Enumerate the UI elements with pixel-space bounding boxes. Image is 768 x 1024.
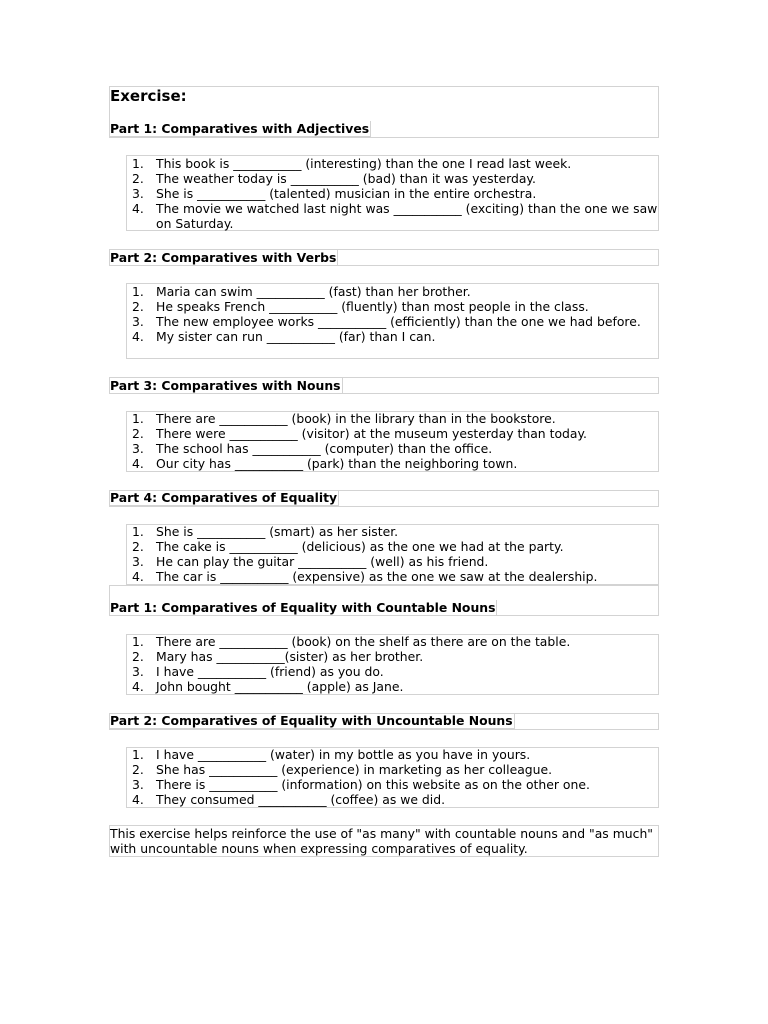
exercise-list [127,634,658,694]
list-item: 1. This book is ___________ (interesting) than the one I read last week. [132,156,572,171]
exercise-list [127,747,658,807]
section-heading: Part 2: Comparatives with Verbs [110,250,337,265]
list-item: 4. John bought ___________ (apple) as Jane. [132,679,404,694]
list-item: 3. The school has ___________ (computer) than the office. [132,441,493,456]
section-heading: Part 1: Comparatives with Adjectives [110,121,370,136]
list-item: 1. Maria can swim ___________ (fast) than her brother. [132,284,471,299]
list-item: 4. My sister can run ___________ (far) than I can. [132,329,436,344]
section-heading: Part 1: Comparatives of Equality with Countable Nouns [110,600,496,615]
list-item: 4. Our city has ___________ (park) than the neighboring town. [132,456,518,471]
list-item: 3. He can play the guitar ___________ (well) as his friend. [132,554,489,569]
list-item: 1. She is ___________ (smart) as her sister. [132,524,399,539]
exercise-list [127,411,658,471]
section-heading: Part 3: Comparatives with Nouns [110,378,341,393]
list-item: 2. She has ___________ (experience) in marketing as her colleague. [132,762,553,777]
list-item: 3. She is ___________ (talented) musician in the entire orchestra. [132,186,537,201]
section-heading: Part 2: Comparatives of Equality with Uncountable Nouns [110,713,513,728]
list-item: 3. I have ___________ (friend) as you do. [132,664,384,679]
list-item: 1. I have ___________ (water) in my bottle as you have in yours. [132,747,531,762]
exercise-list [127,284,658,344]
exercise-list [127,156,658,231]
list-item: 2. The cake is ___________ (delicious) as the one we had at the party. [132,539,564,554]
list-item: 1. There are ___________ (book) on the shelf as there are on the table. [132,634,571,649]
list-item: 4. The car is ___________ (expensive) as the one we saw at the dealership. [132,569,598,584]
list-item: 2. He speaks French ___________ (fluently) than most people in the class. [132,299,589,314]
list-item: 2. Mary has ___________(sister) as her brother. [132,649,424,664]
list-item: 2. There were ___________ (visitor) at the museum yesterday than today. [132,426,587,441]
exercise-list [127,524,658,584]
list-item: 3. There is ___________ (information) on this website as on the other one. [132,777,590,792]
exercise-title: Exercise: [110,87,187,105]
list-item: 1. There are ___________ (book) in the library than in the bookstore. [132,411,556,426]
list-item: 2. The weather today is ___________ (bad) than it was yesterday. [132,171,536,186]
summary-note: This exercise helps reinforce the use of "as many" with countable nouns and "as much" with uncountable nouns when expressing comparatives of equality. [110,826,653,856]
list-item: 3. The new employee works ___________ (efficiently) than the one we had before. [132,314,641,329]
list-item: 4. The movie we watched last night was ___________ (exciting) than the one we saw on Saturday. [132,201,658,231]
section-heading: Part 4: Comparatives of Equality [110,490,338,505]
list-item: 4. They consumed ___________ (coffee) as we did. [132,792,446,807]
